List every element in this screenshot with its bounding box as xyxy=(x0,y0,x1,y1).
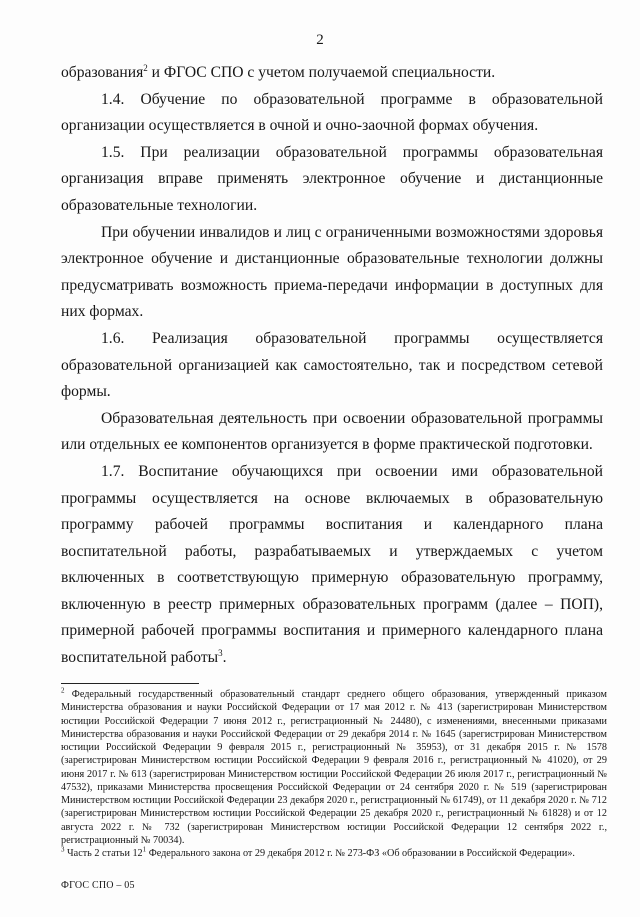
footnotes xyxy=(61,688,607,860)
footnote-mark: 3 xyxy=(61,845,65,854)
paragraph-1-6: 1.6. Реализация образовательной программы осуществляется образовательной организацией как самостоятельно, так и посредством сетевой формы. xyxy=(61,329,603,401)
article-superscript: 1 xyxy=(142,845,147,854)
page-number: 2 xyxy=(316,32,324,48)
footnote-separator xyxy=(61,683,199,684)
paragraph-1-4: 1.4. Обучение по образовательной программе в образовательной организации осуществляется в очной и очно-заочной формах обучения. xyxy=(61,90,603,135)
footnote-reference[interactable]: 2 xyxy=(143,62,148,73)
document-code: ФГОС СПО – 05 xyxy=(61,880,135,891)
paragraph-text: . xyxy=(222,649,227,667)
paragraph-disabled-learners: При обучении инвалидов и лиц с ограниченными возможностями здоровья электронное обучение и дистанционные образовательные технологии должны предусматривать возможность приема-передачи информации в доступных для них формах. xyxy=(61,223,603,321)
footnote-3 xyxy=(61,847,607,860)
paragraph-practical-training: Образовательная деятельность при освоении образовательной программы или отдельных ее компонентов организуется в форме практической подготовки. xyxy=(61,409,603,454)
paragraph-1-5: 1.5. При реализации образовательной программы образовательная организация вправе применять электронное обучение и дистанционные образовательные технологии. xyxy=(61,143,603,214)
paragraph-1-7 xyxy=(61,459,603,672)
footnote-text: Федерального закона от 29 декабря 2012 г. № 273-ФЗ «Об образовании в Российской Федерации». xyxy=(146,848,575,859)
footnote-text: Федеральный государственный образовательный стандарт среднего общего образования, утвержденный приказом Министерства образования и науки Российской Федерации от 17 мая 2012 г. № 413 (зарегистрирован Министерством юстиции Российской Федерации 7 июня 2012 г., регистрационный № 24480), с изменениями, внесенными приказами Министерства образования и науки Российской Федерации от 29 декабря 2014 г. № 1645 (зарегистрирован Министерством юстиции Российской Федерации 9 февраля 2015 г., регистрационный № 35953), от 31 декабря 2015 г. № 1578 (зарегистрирован Министерством юстиции Российской Федерации 9 февраля 2016 г., регистрационный № 41020), от 29 июня 2017 г. № 613 (зарегистрирован Министерством юстиции Российской Федерации 26 июля 2017 г., регистрационный № 47532), приказами Министерства просвещения Российской Федерации от 24 сентября 2020 г. № 519 (зарегистрирован Министерством юстиции Российской Федерации 23 декабря 2020 г., регистрационный № 61749), от 11 декабря 2020 г. № 712 (зарегистрирован Министерством юстиции Российской Федерации 25 декабря 2020 г., регистрационный № 61828) и от 12 августа 2022 г. № 732 (зарегистрирован Министерством юстиции Российской Федерации 12 сентября 2022 г., регистрационный № 70034). xyxy=(61,689,607,846)
paragraph-text: и ФГОС СПО с учетом получаемой специальности. xyxy=(147,64,496,81)
paragraph-continuation xyxy=(61,60,603,87)
paragraph-text: 1.7. Воспитание обучающихся при освоении ими образовательной программы осуществляется на основе включаемых в образовательную программу рабочей программы воспитания и календарного плана воспитательной работы, разрабатываемых и утверждаемых с учетом включенных в соответствующую примерную образовательную программу, включенную в реестр примерных образовательных программ (далее – ПОП), примерной рабочей программы воспитания и примерного календарного плана воспитательной работы xyxy=(61,462,603,667)
footnote-mark: 2 xyxy=(61,686,65,695)
footnote-text: Часть 2 статьи 12 xyxy=(64,848,143,859)
footnote-reference[interactable]: 3 xyxy=(218,647,223,658)
body-text xyxy=(61,60,603,672)
footnote-2 xyxy=(61,688,607,847)
paragraph-text: образования xyxy=(61,64,144,81)
